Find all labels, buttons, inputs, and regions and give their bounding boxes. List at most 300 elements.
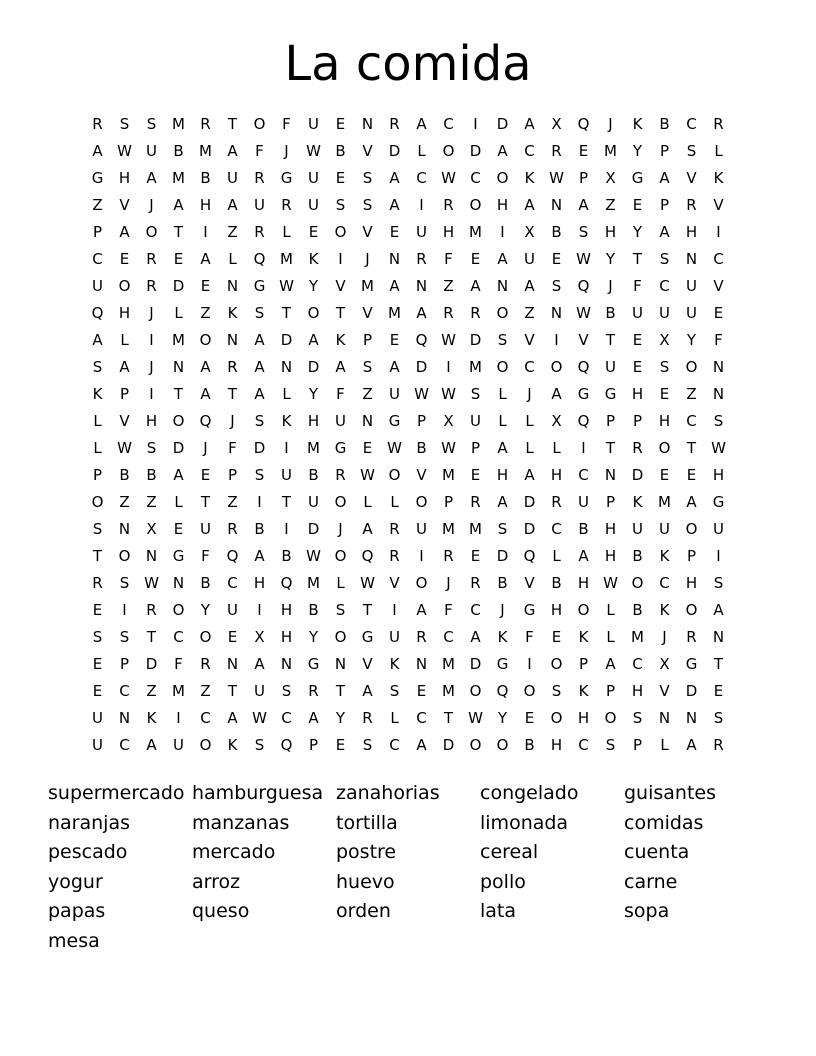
grid-letter: K: [524, 169, 535, 187]
grid-letter: W: [468, 709, 483, 727]
grid-letter: M: [469, 520, 482, 538]
grid-letter: I: [176, 709, 181, 727]
grid-letter: Q: [496, 682, 509, 700]
grid-letter: P: [362, 331, 373, 349]
grid-letter: U: [416, 223, 427, 241]
grid-letter: K: [335, 331, 346, 349]
grid-letter: V: [362, 223, 373, 241]
grid-letter: U: [281, 466, 292, 484]
word-list-item: orden: [336, 900, 391, 923]
grid-letter: A: [119, 358, 130, 376]
grid-letter: A: [335, 358, 346, 376]
grid-letter: I: [203, 223, 208, 241]
grid-row: [84, 465, 732, 492]
grid-letter: H: [685, 574, 698, 592]
grid-letter: M: [199, 142, 212, 160]
grid-letter: R: [470, 493, 481, 511]
grid-letter: O: [469, 196, 482, 214]
grid-letter: U: [713, 520, 724, 538]
grid-letter: K: [578, 682, 589, 700]
grid-row: [84, 600, 732, 627]
grid-letter: V: [119, 412, 130, 430]
grid-letter: E: [119, 250, 130, 268]
grid-row: [84, 573, 732, 600]
grid-letter: M: [172, 682, 185, 700]
grid-letter: Q: [577, 358, 590, 376]
grid-letter: C: [686, 115, 697, 133]
grid-letter: K: [659, 547, 670, 565]
grid-letter: O: [307, 304, 320, 322]
grid-letter: D: [253, 439, 266, 457]
grid-letter: S: [92, 628, 103, 646]
grid-row: [84, 222, 732, 249]
grid-letter: O: [496, 169, 509, 187]
grid-letter: E: [524, 709, 535, 727]
grid-letter: M: [442, 466, 455, 484]
grid-letter: R: [254, 169, 265, 187]
grid-letter: G: [496, 655, 509, 673]
grid-letter: M: [442, 520, 455, 538]
grid-letter: A: [524, 115, 535, 133]
word-list-item: limonada: [480, 811, 569, 834]
grid-letter: O: [469, 682, 482, 700]
grid-letter: V: [713, 277, 724, 295]
grid-letter: Z: [200, 304, 211, 322]
grid-letter: Q: [415, 331, 428, 349]
grid-letter: S: [497, 520, 508, 538]
grid-letter: C: [659, 277, 670, 295]
grid-letter: A: [227, 142, 238, 160]
grid-letter: U: [686, 277, 697, 295]
grid-letter: W: [360, 574, 375, 592]
word-list-item: guisantes: [624, 782, 717, 804]
grid-letter: N: [118, 709, 131, 727]
grid-letter: W: [117, 439, 132, 457]
grid-letter: K: [308, 250, 319, 268]
grid-letter: A: [470, 277, 481, 295]
grid-row: [84, 384, 732, 411]
grid-letter: M: [442, 655, 455, 673]
grid-letter: C: [92, 250, 103, 268]
grid-row: [84, 276, 732, 303]
grid-letter: W: [603, 574, 618, 592]
grid-letter: R: [146, 601, 157, 619]
grid-letter: B: [632, 547, 643, 565]
grid-letter: I: [716, 547, 721, 565]
grid-letter: E: [308, 223, 319, 241]
grid-letter: P: [659, 196, 670, 214]
grid-letter: S: [632, 709, 643, 727]
grid-letter: K: [497, 628, 508, 646]
grid-row: [84, 681, 732, 708]
grid-letter: H: [550, 466, 563, 484]
grid-row: [84, 438, 732, 465]
grid-letter: B: [497, 574, 508, 592]
grid-letter: E: [227, 628, 238, 646]
grid-letter: A: [524, 466, 535, 484]
grid-letter: W: [576, 250, 591, 268]
grid-letter: C: [524, 142, 535, 160]
grid-letter: H: [712, 466, 725, 484]
grid-letter: D: [172, 439, 185, 457]
grid-letter: E: [632, 196, 643, 214]
grid-letter: M: [172, 331, 185, 349]
grid-letter: L: [228, 250, 237, 268]
grid-letter: K: [713, 169, 724, 187]
grid-letter: C: [200, 709, 211, 727]
grid-letter: U: [308, 169, 319, 187]
grid-letter: S: [254, 412, 265, 430]
grid-row: [84, 114, 732, 141]
grid-letter: H: [577, 709, 590, 727]
grid-letter: G: [523, 601, 536, 619]
grid-letter: C: [578, 466, 589, 484]
grid-letter: R: [200, 115, 211, 133]
grid-letter: O: [334, 223, 347, 241]
grid-letter: W: [279, 277, 294, 295]
grid-letter: O: [496, 736, 509, 754]
grid-letter: A: [92, 142, 103, 160]
grid-letter: S: [92, 358, 103, 376]
grid-letter: C: [443, 628, 454, 646]
grid-letter: X: [659, 655, 670, 673]
grid-letter: D: [307, 520, 320, 538]
grid-letter: W: [306, 142, 321, 160]
grid-letter: D: [523, 493, 536, 511]
grid-letter: F: [228, 439, 237, 457]
grid-letter: G: [388, 412, 401, 430]
grid-letter: W: [711, 439, 726, 457]
grid-letter: Y: [335, 709, 346, 727]
grid-letter: A: [524, 277, 535, 295]
grid-letter: V: [335, 277, 346, 295]
grid-letter: R: [362, 709, 373, 727]
grid-letter: L: [525, 439, 534, 457]
grid-letter: T: [281, 304, 292, 322]
grid-letter: L: [282, 385, 291, 403]
grid-letter: L: [525, 412, 534, 430]
grid-letter: O: [388, 466, 401, 484]
grid-letter: A: [659, 169, 670, 187]
grid-letter: P: [632, 736, 643, 754]
grid-letter: A: [173, 466, 184, 484]
grid-letter: U: [173, 736, 184, 754]
grid-letter: V: [119, 196, 130, 214]
grid-letter: F: [201, 547, 210, 565]
grid-letter: T: [227, 115, 238, 133]
grid-row: [84, 168, 732, 195]
grid-letter: R: [335, 466, 346, 484]
grid-letter: Y: [632, 223, 643, 241]
grid-letter: C: [578, 736, 589, 754]
grid-letter: S: [497, 331, 508, 349]
grid-letter: R: [389, 115, 400, 133]
grid-letter: M: [280, 250, 293, 268]
grid-letter: I: [446, 358, 451, 376]
grid-letter: R: [254, 223, 265, 241]
grid-letter: R: [92, 574, 103, 592]
word-list-item: carne: [624, 870, 678, 893]
grid-letter: G: [361, 628, 374, 646]
grid-letter: N: [712, 358, 725, 376]
grid-letter: C: [119, 736, 130, 754]
grid-letter: I: [392, 601, 397, 619]
grid-letter: B: [551, 574, 562, 592]
grid-letter: N: [550, 304, 563, 322]
grid-letter: A: [254, 358, 265, 376]
grid-letter: I: [149, 331, 154, 349]
grid-letter: S: [119, 574, 130, 592]
grid-letter: G: [307, 655, 320, 673]
grid-letter: A: [416, 736, 427, 754]
page-title: La comida: [284, 36, 532, 92]
word-list-item: lata: [480, 900, 517, 923]
grid-letter: S: [551, 682, 562, 700]
grid-letter: U: [308, 493, 319, 511]
grid-letter: O: [118, 277, 131, 295]
grid-letter: V: [578, 331, 589, 349]
grid-letter: A: [308, 709, 319, 727]
grid-letter: G: [253, 277, 266, 295]
grid-letter: T: [713, 655, 724, 673]
word-list-item: comidas: [624, 811, 704, 834]
grid-letter: I: [419, 547, 424, 565]
grid-letter: E: [470, 466, 481, 484]
grid-letter: N: [658, 709, 671, 727]
grid-letter: P: [119, 385, 130, 403]
grid-letter: A: [92, 331, 103, 349]
grid-letter: R: [713, 115, 724, 133]
grid-letter: Y: [308, 628, 319, 646]
grid-letter: E: [713, 682, 724, 700]
grid-letter: E: [92, 655, 103, 673]
grid-letter: F: [255, 142, 264, 160]
grid-letter: N: [496, 277, 509, 295]
grid-letter: K: [227, 304, 238, 322]
grid-letter: M: [442, 682, 455, 700]
grid-letter: E: [173, 520, 184, 538]
grid-letter: F: [633, 277, 642, 295]
grid-letter: D: [523, 520, 536, 538]
grid-letter: N: [334, 655, 347, 673]
grid-letter: U: [308, 115, 319, 133]
grid-letter: D: [469, 142, 482, 160]
grid-letter: I: [338, 250, 343, 268]
grid-letter: B: [632, 601, 643, 619]
grid-letter: G: [280, 169, 293, 187]
grid-letter: N: [388, 250, 401, 268]
word-list-item: mercado: [192, 841, 276, 864]
grid-letter: A: [416, 304, 427, 322]
grid-letter: J: [446, 574, 451, 592]
grid-row: [84, 357, 732, 384]
grid-letter: N: [415, 655, 428, 673]
grid-letter: O: [577, 601, 590, 619]
grid-letter: T: [173, 223, 184, 241]
grid-letter: T: [362, 601, 373, 619]
grid-letter: Z: [443, 277, 454, 295]
grid-row: [84, 141, 732, 168]
grid-letter: M: [658, 493, 671, 511]
grid-letter: L: [660, 736, 669, 754]
grid-letter: P: [686, 547, 697, 565]
grid-letter: T: [335, 682, 346, 700]
grid-letter: C: [443, 115, 454, 133]
grid-letter: E: [686, 466, 697, 484]
grid-letter: L: [390, 709, 399, 727]
grid-letter: M: [631, 628, 644, 646]
grid-letter: U: [389, 628, 400, 646]
grid-letter: F: [714, 331, 723, 349]
grid-letter: W: [549, 169, 564, 187]
grid-letter: D: [172, 277, 185, 295]
grid-letter: D: [496, 115, 509, 133]
grid-row: [84, 708, 732, 735]
grid-letter: T: [92, 547, 103, 565]
grid-letter: O: [496, 358, 509, 376]
grid-letter: H: [280, 601, 293, 619]
grid-letter: T: [605, 439, 616, 457]
grid-letter: X: [254, 628, 265, 646]
grid-letter: G: [334, 439, 347, 457]
grid-letter: Z: [227, 223, 238, 241]
grid-letter: Q: [577, 412, 590, 430]
grid-letter: J: [527, 385, 532, 403]
grid-letter: E: [551, 250, 562, 268]
grid-letter: I: [527, 655, 532, 673]
grid-letter: Z: [200, 682, 211, 700]
grid-letter: M: [388, 304, 401, 322]
grid-letter: Q: [280, 736, 293, 754]
grid-letter: N: [361, 115, 374, 133]
grid-letter: S: [146, 115, 157, 133]
grid-letter: Y: [200, 601, 211, 619]
grid-letter: T: [146, 628, 157, 646]
grid-letter: E: [632, 331, 643, 349]
grid-letter: R: [551, 493, 562, 511]
grid-letter: U: [254, 682, 265, 700]
grid-letter: W: [441, 169, 456, 187]
grid-letter: R: [443, 304, 454, 322]
grid-letter: Q: [280, 574, 293, 592]
grid-letter: I: [257, 493, 262, 511]
grid-letter: N: [604, 466, 617, 484]
grid-letter: M: [172, 115, 185, 133]
grid-letter: Z: [92, 196, 103, 214]
grid-letter: U: [308, 196, 319, 214]
word-list-item: yogur: [48, 870, 103, 893]
grid-letter: A: [254, 547, 265, 565]
grid-letter: A: [389, 196, 400, 214]
word-list-item: manzanas: [192, 811, 290, 834]
grid-letter: A: [227, 709, 238, 727]
grid-letter: F: [336, 385, 345, 403]
grid-letter: Q: [577, 277, 590, 295]
grid-letter: J: [662, 628, 667, 646]
grid-letter: C: [389, 736, 400, 754]
grid-letter: W: [117, 142, 132, 160]
grid-letter: T: [227, 385, 238, 403]
grid-letter: A: [389, 358, 400, 376]
grid-letter: L: [417, 142, 426, 160]
grid-letter: R: [551, 142, 562, 160]
grid-letter: S: [335, 601, 346, 619]
grid-letter: C: [470, 601, 481, 619]
grid-letter: V: [686, 169, 697, 187]
grid-letter: H: [550, 736, 563, 754]
grid-letter: S: [119, 628, 130, 646]
grid-letter: U: [659, 520, 670, 538]
grid-letter: U: [92, 736, 103, 754]
grid-letter: L: [174, 493, 183, 511]
grid-letter: L: [552, 547, 561, 565]
grid-letter: G: [604, 385, 617, 403]
word-list-item: mesa: [48, 929, 100, 952]
grid-letter: A: [470, 628, 481, 646]
grid-letter: N: [712, 628, 725, 646]
grid-letter: H: [118, 169, 131, 187]
grid-letter: H: [658, 412, 671, 430]
grid-letter: U: [227, 169, 238, 187]
grid-letter: P: [605, 412, 616, 430]
grid-letter: E: [389, 223, 400, 241]
word-list-item: huevo: [336, 870, 395, 893]
grid-letter: W: [360, 466, 375, 484]
grid-letter: A: [362, 520, 373, 538]
grid-letter: O: [145, 223, 158, 241]
grid-letter: W: [576, 304, 591, 322]
grid-letter: E: [173, 250, 184, 268]
grid-row: [84, 735, 732, 762]
grid-letter: T: [605, 331, 616, 349]
grid-letter: Z: [119, 493, 130, 511]
grid-letter: R: [389, 547, 400, 565]
grid-letter: N: [226, 331, 239, 349]
grid-letter: O: [199, 628, 212, 646]
word-list-item: postre: [336, 841, 397, 864]
grid-letter: J: [365, 250, 370, 268]
grid-letter: O: [334, 547, 347, 565]
grid-letter: B: [281, 547, 292, 565]
grid-letter: U: [92, 277, 103, 295]
grid-letter: N: [172, 358, 185, 376]
grid-letter: S: [659, 250, 670, 268]
grid-letter: O: [550, 358, 563, 376]
grid-letter: X: [146, 520, 157, 538]
grid-letter: Q: [226, 547, 239, 565]
grid-letter: A: [578, 547, 589, 565]
grid-letter: D: [280, 331, 293, 349]
grid-letter: S: [578, 223, 589, 241]
grid-letter: K: [389, 655, 400, 673]
grid-row: [84, 330, 732, 357]
grid-letter: U: [605, 358, 616, 376]
grid-letter: J: [203, 439, 208, 457]
grid-letter: X: [659, 331, 670, 349]
word-list-item: papas: [48, 900, 106, 923]
grid-letter: C: [686, 412, 697, 430]
grid-letter: P: [632, 412, 643, 430]
grid-letter: P: [578, 169, 589, 187]
grid-letter: A: [200, 385, 211, 403]
grid-letter: V: [362, 304, 373, 322]
grid-letter: A: [659, 223, 670, 241]
grid-letter: N: [685, 709, 698, 727]
grid-letter: S: [470, 385, 481, 403]
grid-letter: A: [605, 655, 616, 673]
grid-letter: S: [146, 439, 157, 457]
grid-letter: N: [172, 574, 185, 592]
